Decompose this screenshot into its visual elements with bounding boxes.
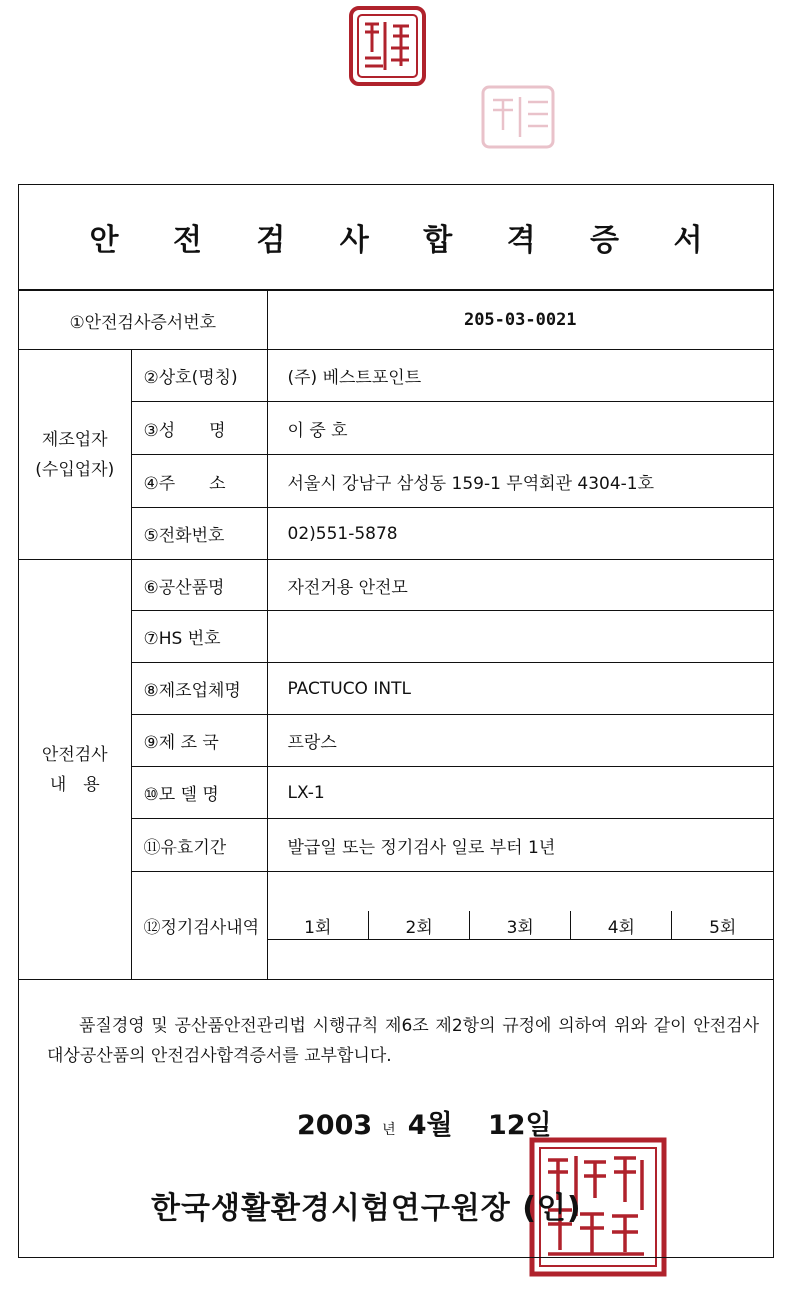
faint-seal-stamp (478, 82, 558, 152)
table-row (19, 872, 773, 980)
product-name-label: ⑥공산품명 (131, 560, 267, 611)
table-row (19, 663, 773, 715)
hs-number-value (267, 611, 773, 663)
manufacturer-group-label (19, 350, 131, 560)
model-name-label: ⑩모 델 명 (131, 767, 267, 819)
table-row (19, 455, 773, 508)
periodic-header-4: 4회 (571, 911, 672, 940)
cert-number-value: 205-03-0021 (267, 291, 773, 350)
issue-month: 4월 (407, 1110, 453, 1141)
table-row (19, 350, 773, 402)
issue-day: 12일 (487, 1110, 552, 1141)
inspection-group-line1: 안전검사 (41, 744, 108, 765)
certificate-table (19, 290, 773, 980)
validity-value: 발급일 또는 정기검사 일로 부터 1년 (267, 819, 773, 872)
phone-value: 02)551-5878 (267, 508, 773, 560)
manufacturer-group-line2: (수입업자) (35, 459, 115, 480)
address-label: ④주 소 (131, 455, 267, 508)
periodic-header-5: 5회 (672, 911, 773, 940)
maker-name-value: PACTUCO INTL (267, 663, 773, 715)
table-row (19, 611, 773, 663)
issue-year: 2003 (297, 1110, 373, 1141)
table-row (19, 767, 773, 819)
hs-number-label: ⑦HS 번호 (131, 611, 267, 663)
representative-name-label: ③성 명 (131, 402, 267, 455)
manufacturer-group-line1: 제조업자 (41, 429, 108, 450)
issue-date (297, 1103, 552, 1142)
periodic-entry-5 (672, 940, 773, 941)
inspection-group-label (19, 560, 131, 980)
periodic-header-2: 2회 (369, 911, 470, 940)
top-seal-stamp (345, 2, 430, 90)
periodic-header-1: 1회 (268, 911, 369, 940)
table-row (19, 508, 773, 560)
periodic-entry-4 (571, 940, 672, 941)
periodic-inspection-cell (267, 872, 773, 980)
cert-number-label: ①안전검사증서번호 (19, 291, 267, 350)
periodic-inspection-label: ⑫정기검사내역 (131, 872, 267, 980)
periodic-inspection-table (268, 911, 774, 941)
country-label: ⑨제 조 국 (131, 715, 267, 767)
issue-year-unit: 년 (382, 1122, 396, 1138)
issuance-notice: 품질경영 및 공산품안전관리법 시행규칙 제6조 제2항의 규정에 의하여 위와 같이 안전검사대상공산품의 안전검사합격증서를 교부합니다. (47, 1016, 759, 1066)
maker-name-label: ⑧제조업체명 (131, 663, 267, 715)
company-name-label: ②상호(명칭) (131, 350, 267, 402)
periodic-entry-1 (268, 940, 369, 941)
model-name-value: LX-1 (267, 767, 773, 819)
cert-number-row (19, 291, 773, 350)
periodic-entry-2 (369, 940, 470, 941)
table-row (19, 715, 773, 767)
product-name-value: 자전거용 안전모 (267, 560, 773, 611)
representative-name-value: 이 중 호 (267, 402, 773, 455)
company-name-value: (주) 베스트포인트 (267, 350, 773, 402)
certificate-title: 안 전 검 사 합 격 증 서 (19, 185, 773, 290)
validity-label: ⑪유효기간 (131, 819, 267, 872)
certificate (18, 184, 774, 1258)
table-row (19, 819, 773, 872)
issuer-name: 한국생활환경시험연구원장 (인) (151, 1191, 582, 1226)
table-row (19, 560, 773, 611)
country-value: 프랑스 (267, 715, 773, 767)
table-row (19, 402, 773, 455)
inspection-group-line2: 내 용 (49, 774, 100, 795)
phone-label: ⑤전화번호 (131, 508, 267, 560)
periodic-entry-3 (470, 940, 571, 941)
address-value: 서울시 강남구 삼성동 159-1 무역회관 4304-1호 (267, 455, 773, 508)
periodic-header-3: 3회 (470, 911, 571, 940)
